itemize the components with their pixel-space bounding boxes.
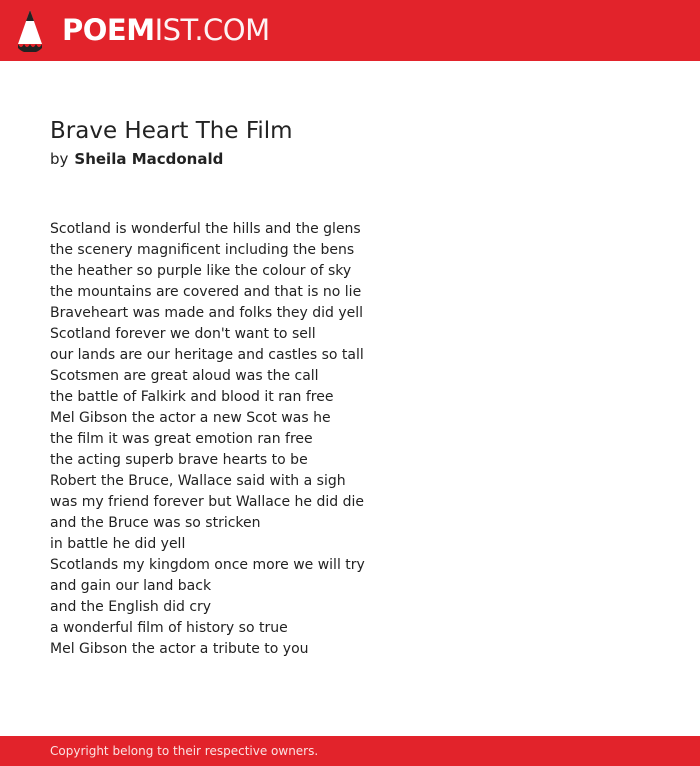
site-logo[interactable]: [62, 12, 270, 48]
poem-title: Brave Heart The Film: [50, 118, 293, 144]
poem-line: Scotland is wonderful the hills and the glens: [50, 221, 361, 237]
poem-line: our lands are our heritage and castles so tall: [50, 347, 364, 363]
poem-line: Scotlands my kingdom once more we will try: [50, 557, 365, 573]
site-footer: [0, 736, 700, 766]
poem-line: the acting superb brave hearts to be: [50, 452, 308, 468]
poem-body: [50, 219, 610, 660]
poem-line: a wonderful film of history so true: [50, 620, 288, 636]
poem-line: and the English did cry: [50, 599, 212, 615]
poem-line: Braveheart was made and folks they did yell: [50, 305, 364, 321]
poem-line: Scotland forever we don't want to sell: [50, 326, 316, 342]
logo-text-light: IST.COM: [154, 13, 270, 47]
poem-line: Mel Gibson the actor a tribute to you: [50, 641, 309, 657]
poem-line: the scenery magnificent including the bens: [50, 242, 355, 258]
poem-line: and gain our land back: [50, 578, 212, 594]
pencil-tip-icon[interactable]: [18, 10, 42, 52]
logo-text-bold: POEM: [62, 13, 155, 47]
poem-line: the film it was great emotion ran free: [50, 431, 313, 447]
poem-line: and the Bruce was so stricken: [50, 515, 261, 531]
poem-line: the heather so purple like the colour of sky: [50, 263, 352, 279]
poem-line: the mountains are covered and that is no lie: [50, 284, 362, 300]
site-header: [0, 0, 700, 61]
byline: [50, 148, 223, 170]
poem-line: Robert the Bruce, Wallace said with a sigh: [50, 473, 346, 489]
author-name: Sheila Macdonald: [74, 150, 224, 168]
poem-line: in battle he did yell: [50, 536, 186, 552]
poem-line: Scotsmen are great aloud was the call: [50, 368, 319, 384]
by-label: by: [50, 150, 69, 168]
poem-line: the battle of Falkirk and blood it ran free: [50, 389, 334, 405]
poem-line: was my friend forever but Wallace he did die: [50, 494, 364, 510]
copyright-text: Copyright belong to their respective owners.: [50, 744, 319, 758]
poem-line: Mel Gibson the actor a new Scot was he: [50, 410, 331, 426]
